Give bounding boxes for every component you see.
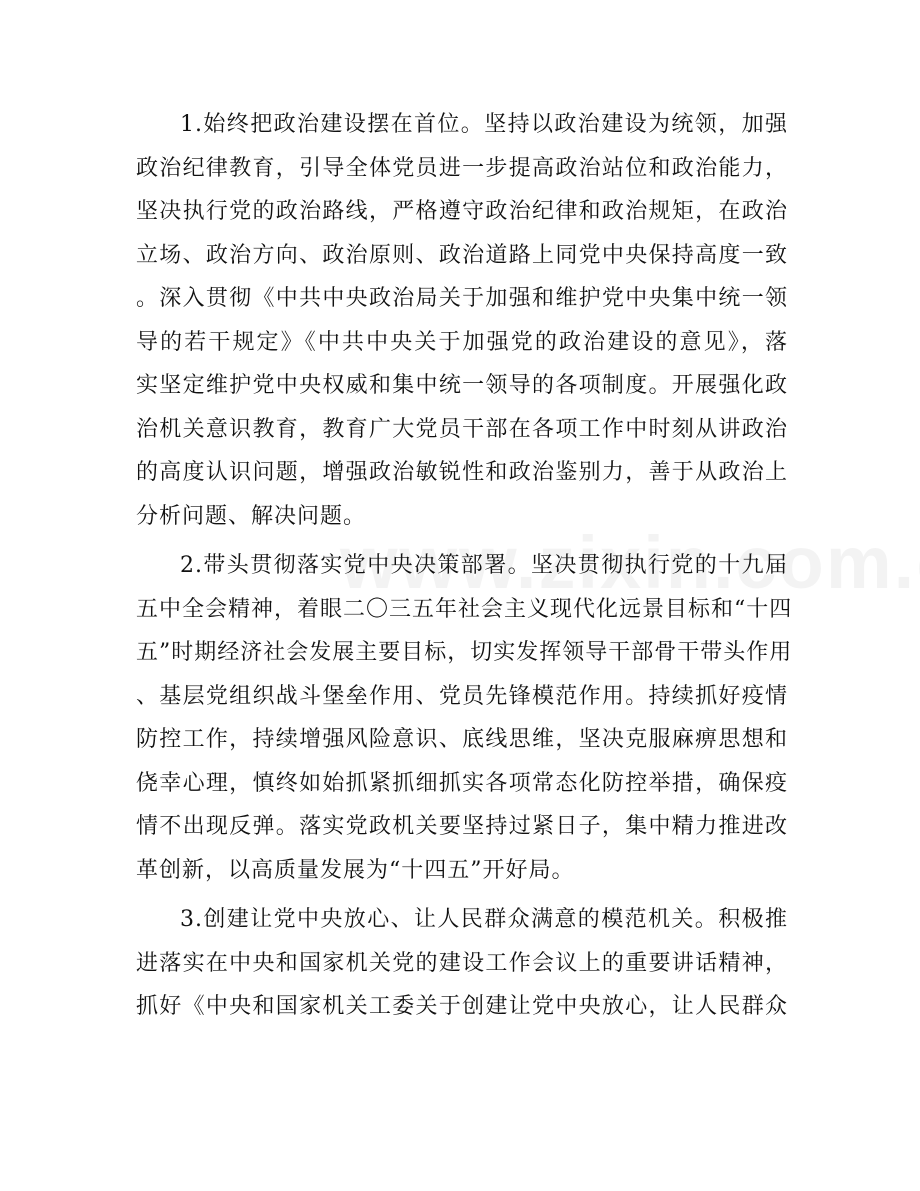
text-line: 、基层党组织战斗堡垒作用、党员先锋模范作用。持续抓好疫情 (136, 683, 788, 709)
text-line: 革创新，以高质量发展为“十四五”开好局。 (136, 857, 575, 883)
text-line: 治机关意识教育，教育广大党员干部在各项工作中时刻从讲政治 (136, 416, 788, 442)
text-line: 政治纪律教育，引导全体党员进一步提高政治站位和政治能力， (136, 155, 788, 181)
text-line: 坚决执行党的政治路线，严格遵守政治纪律和政治规矩，在政治 (136, 199, 788, 224)
text-line: 实坚定维护党中央权威和集中统一领导的各项制度。开展强化政 (136, 373, 788, 398)
text-line: 2.带头贯彻落实党中央决策部署。坚决贯彻执行党的十九届 (180, 553, 788, 578)
text-line: 五”时期经济社会发展主要目标，切实发挥领导干部骨干带头作用 (136, 640, 793, 665)
text-line: 侥幸心理，慎终如始抓紧抓细抓实各项常态化防控举措，确保疫 (136, 770, 788, 796)
document-body (136, 103, 793, 1035)
text-line: 。深入贯彻《中共中央政治局关于加强和维护党中央集中统一领 (136, 286, 788, 311)
text-line: 进落实在中央和国家机关党的建设工作会议上的重要讲话精神， (136, 950, 788, 976)
text-line: 的高度认识问题，增强政治敏锐性和政治鉴别力，善于从政治上 (136, 460, 788, 485)
text-line: 防控工作，持续增强风险意识、底线思维，坚决克服麻痹思想和 (136, 727, 788, 752)
text-line: 立场、政治方向、政治原则、政治道路上同党中央保持高度一致 (136, 242, 788, 268)
text-line: 3.创建让党中央放心、让人民群众满意的模范机关。积极推 (180, 907, 788, 932)
text-line: 1.始终把政治建设摆在首位。坚持以政治建设为统领，加强 (180, 112, 788, 137)
text-line: 导的若干规定》《中共中央关于加强党的政治建设的意见》，落 (136, 329, 788, 355)
text-line: 情不出现反弹。落实党政机关要坚持过紧日子，集中精力推进改 (136, 814, 788, 839)
paragraph-3 (136, 898, 788, 1029)
text-line: 五中全会精神，着眼二〇三五年社会主义现代化远景目标和“十四 (136, 596, 793, 622)
text-line: 分析问题、解决问题。 (136, 503, 367, 529)
text-line: 抓好《中央和国家机关工委关于创建让党中央放心，让人民群众 (136, 994, 788, 1019)
paragraph-2 (136, 544, 793, 892)
paragraph-1 (136, 103, 788, 538)
